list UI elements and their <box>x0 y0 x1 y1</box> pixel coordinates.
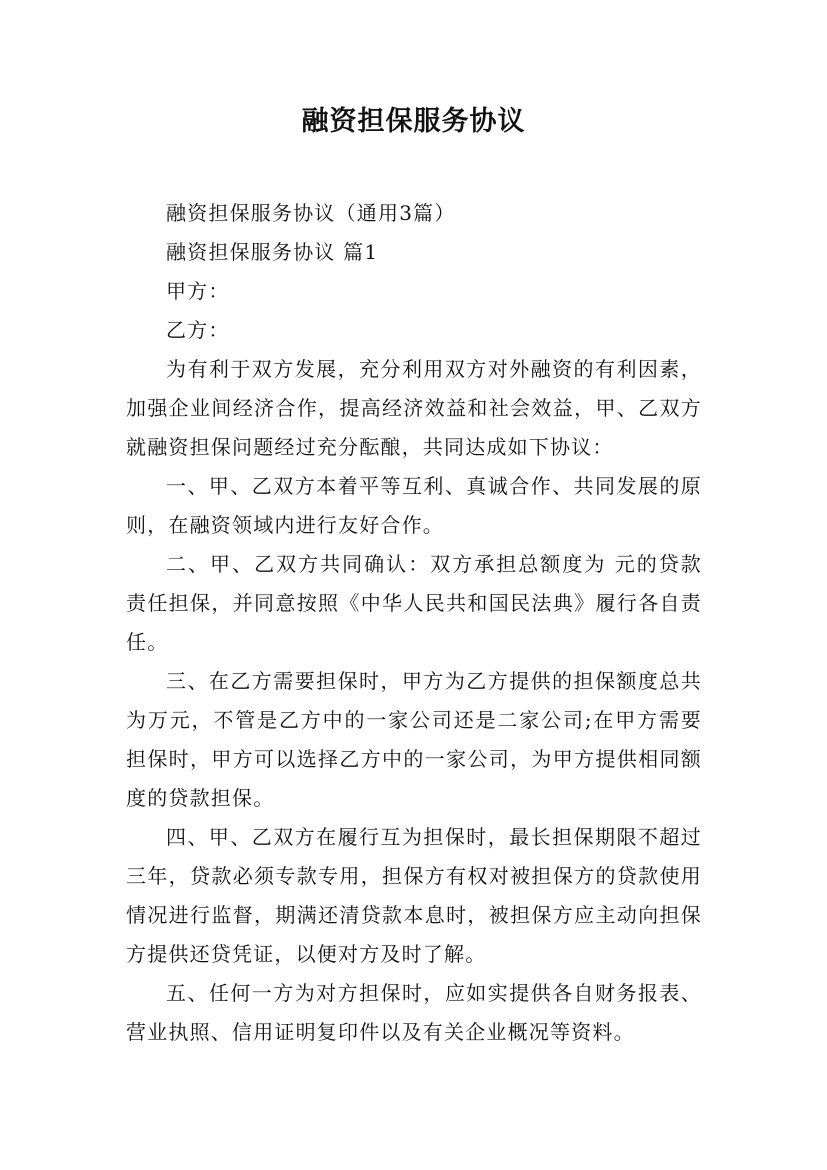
paragraph-clause-2: 二、甲、乙双方共同确认：双方承担总额度为 元的贷款责任担保，并同意按照《中华人民共和国民法典》履行各自责任。 <box>126 552 702 654</box>
paragraph-section-heading: 融资担保服务协议 篇1 <box>166 240 379 264</box>
document-title: 融资担保服务协议 <box>301 106 526 137</box>
document-body <box>126 194 702 1052</box>
paragraph-preamble: 为有利于双方发展，充分利用双方对外融资的有利因素，加强企业间经济合作，提高经济效益和社会效益，甲、乙双方就融资担保问题经过充分酝酿，共同达成如下协议： <box>126 357 702 459</box>
paragraph-clause-5: 五、任何一方为对方担保时，应如实提供各自财务报表、营业执照、信用证明复印件以及有关企业概况等资料。 <box>126 981 702 1044</box>
paragraph-clause-3: 三、在乙方需要担保时，甲方为乙方提供的担保额度总共为万元，不管是乙方中的一家公司还是二家公司;在甲方需要担保时，甲方可以选择乙方中的一家公司，为甲方提供相同额度的贷款担保。 <box>126 669 702 810</box>
paragraph-clause-4: 四、甲、乙双方在履行互为担保时，最长担保期限不超过三年，贷款必须专款专用，担保方有权对被担保方的贷款使用情况进行监督，期满还清贷款本息时，被担保方应主动向担保方提供还贷凭证，以便对方及时了解。 <box>126 825 702 966</box>
paragraph-party-a: 甲方： <box>166 279 230 303</box>
paragraph-party-b: 乙方： <box>166 318 230 342</box>
paragraph-clause-1: 一、甲、乙双方本着平等互利、真诚合作、共同发展的原则，在融资领域内进行友好合作。 <box>126 474 702 537</box>
paragraph-subtitle: 融资担保服务协议（通用3篇） <box>166 201 456 225</box>
